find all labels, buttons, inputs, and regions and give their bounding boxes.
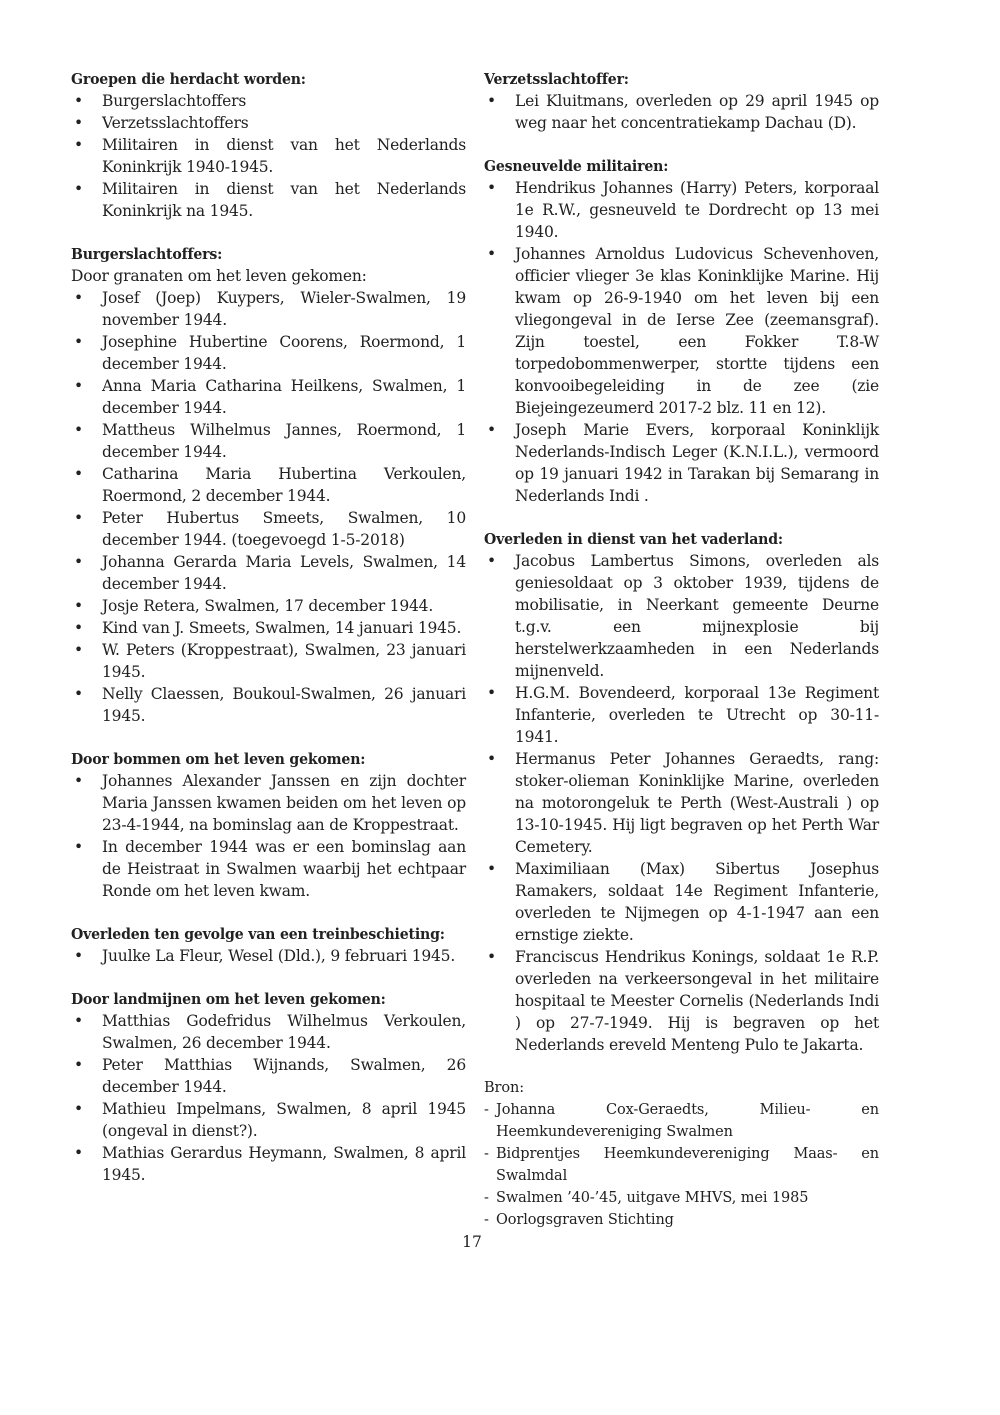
list-item-text: Peter Matthias Wijnands, Swalmen, 26 december 1944. xyxy=(102,1056,466,1096)
list-item xyxy=(484,550,879,682)
list-item-text: Jacobus Lambertus Simons, overleden als geniesoldaat op 3 oktober 1939, tijdens de mobilisatie, in Neerkant gemeente Deurne t.g.v. een mijnexplosie bij herstelwerkzaamheden in een Nederlands mijnenveld. xyxy=(515,552,879,680)
section-verzetsslachtoffer xyxy=(484,68,879,134)
bullet-icon: • xyxy=(487,245,496,263)
list-item xyxy=(71,331,466,375)
bullet-icon: • xyxy=(74,465,83,483)
list-item-text: Maximiliaan (Max) Sibertus Josephus Ramakers, soldaat 14e Regiment Infanterie, overleden te Nijmegen op 4-1-1947 aan een ernstige ziekte. xyxy=(515,860,879,944)
two-column-layout xyxy=(71,68,879,1252)
dash-icon: - xyxy=(484,1146,489,1162)
bullet-icon: • xyxy=(74,553,83,571)
list-item-text: Mathieu Impelmans, Swalmen, 8 april 1945 (ongeval in dienst?). xyxy=(102,1100,466,1140)
section-heading-burgerslachtoffers: Burgerslachtoffers: xyxy=(71,245,223,263)
list-item xyxy=(71,90,466,112)
section-heading-treinbeschieting: Overleden ten gevolge van een treinbeschieting: xyxy=(71,925,445,943)
bullet-icon: • xyxy=(487,92,496,110)
section-burgerslachtoffers xyxy=(71,243,466,727)
list-item xyxy=(71,1142,466,1186)
list-item-text: Juulke La Fleur, Wesel (Dld.), 9 februari 1945. xyxy=(102,947,456,965)
list-item-text: Oorlogsgraven Stichting xyxy=(496,1212,674,1228)
section-treinbeschieting xyxy=(71,923,466,967)
list-item xyxy=(71,551,466,595)
list-item xyxy=(71,287,466,331)
bullet-icon: • xyxy=(487,179,496,197)
section-heading-door-landmijnen: Door landmijnen om het leven gekomen: xyxy=(71,990,386,1008)
section-door-bommen xyxy=(71,748,466,902)
right-column xyxy=(484,68,879,1252)
list-item xyxy=(71,617,466,639)
list-item-text: Johannes Arnoldus Ludovicus Schevenhoven, officier vlieger 3e klas Koninklijke Marine. Hij kwam op 26-9-1940 om het leven bij een vliegongeval in de Ierse Zee (zeemansgraf). Zijn toestel, een Fokker T.8-W torpedobommenwerper, stortte tijdens een konvooibegeleiding in de zee (zie Biejeingezeumerd 2017-2 blz. 11 en 12). xyxy=(515,245,879,417)
list-item xyxy=(484,1187,879,1209)
list-item-text: Hendrikus Johannes (Harry) Peters, korporaal 1e R.W., gesneuveld te Dordrecht op 13 mei 1940. xyxy=(515,179,879,241)
section-door-landmijnen xyxy=(71,988,466,1186)
bullet-icon: • xyxy=(74,597,83,615)
bullet-icon: • xyxy=(74,1144,83,1162)
list-item-text: Kind van J. Smeets, Swalmen, 14 januari 1945. xyxy=(102,619,462,637)
list-item xyxy=(484,946,879,1056)
section-heading-gesneuvelde-militairen: Gesneuvelde militairen: xyxy=(484,157,669,175)
dash-icon: - xyxy=(484,1212,489,1228)
list-item xyxy=(484,243,879,419)
bullet-icon: • xyxy=(74,619,83,637)
list-item-text: Mathias Gerardus Heymann, Swalmen, 8 april 1945. xyxy=(102,1144,466,1184)
section-groepen-die-herdacht-worden xyxy=(71,68,466,222)
list-item-text: Johanna Cox-Geraedts, Milieu- en Heemkundevereniging Swalmen xyxy=(496,1102,879,1140)
list-item xyxy=(71,639,466,683)
list-item-text: Peter Hubertus Smeets, Swalmen, 10 december 1944. (toegevoegd 1-5-2018) xyxy=(102,509,466,549)
list-item xyxy=(71,419,466,463)
list-item xyxy=(71,134,466,178)
list-item xyxy=(71,595,466,617)
bullet-list xyxy=(484,550,879,1056)
bullet-icon: • xyxy=(74,136,83,154)
section-overleden-in-dienst xyxy=(484,528,879,1056)
bullet-icon: • xyxy=(487,421,496,439)
list-item-text: Josje Retera, Swalmen, 17 december 1944. xyxy=(102,597,434,615)
list-item-text: Josephine Hubertine Coorens, Roermond, 1 december 1944. xyxy=(102,333,466,373)
list-item xyxy=(71,112,466,134)
bullet-icon: • xyxy=(487,750,496,768)
bullet-icon: • xyxy=(487,684,496,702)
list-item xyxy=(484,682,879,748)
list-item-text: Franciscus Hendrikus Konings, soldaat 1e R.P. overleden na verkeersongeval in het militaire hospitaal te Meester Cornelis (Nederlands Indi ) op 27-7-1949. Hij is begraven op het Nederlands ereveld Menteng Pulo te Jakarta. xyxy=(515,948,879,1054)
list-item-text: Verzetsslachtoffers xyxy=(102,114,249,132)
bullet-icon: • xyxy=(74,685,83,703)
bullet-icon: • xyxy=(74,838,83,856)
bullet-list xyxy=(71,1010,466,1186)
bullet-icon: • xyxy=(74,641,83,659)
list-item-text: Johannes Alexander Janssen en zijn dochter Maria Janssen kwamen beiden om het leven op 23-4-1944, na bominslag aan de Kroppestraat. xyxy=(102,772,466,834)
list-item-text: Joseph Marie Evers, korporaal Koninklijk Nederlands-Indisch Leger (K.N.I.L.), vermoord op 19 januari 1942 in Tarakan bij Semarang in Nederlands Indi . xyxy=(515,421,879,505)
list-item xyxy=(484,419,879,507)
list-item xyxy=(71,1054,466,1098)
list-item-text: Matthias Godefridus Wilhelmus Verkoulen, Swalmen, 26 december 1944. xyxy=(102,1012,466,1052)
list-item-text: Militairen in dienst van het Nederlands Koninkrijk 1940-1945. xyxy=(102,136,466,176)
section-intro: Door granaten om het leven gekomen: xyxy=(71,267,367,285)
list-item xyxy=(71,770,466,836)
bullet-icon: • xyxy=(74,1056,83,1074)
left-column xyxy=(71,68,466,1252)
list-item-text: Mattheus Wilhelmus Jannes, Roermond, 1 december 1944. xyxy=(102,421,466,461)
bullet-icon: • xyxy=(74,1012,83,1030)
source-list xyxy=(484,1099,879,1231)
bullet-icon: • xyxy=(74,333,83,351)
list-item-text: H.G.M. Bovendeerd, korporaal 13e Regiment Infanterie, overleden te Utrecht op 30-11-1941. xyxy=(515,684,879,746)
bullet-list xyxy=(71,945,466,967)
list-item xyxy=(484,748,879,858)
list-item xyxy=(71,836,466,902)
bullet-icon: • xyxy=(487,552,496,570)
section-gesneuvelde-militairen xyxy=(484,155,879,507)
list-item-text: Burgerslachtoffers xyxy=(102,92,247,110)
list-item-text: Hermanus Peter Johannes Geraedts, rang: stoker-olieman Koninklijke Marine, overleden na motorongeluk te Perth (West-Australi ) op 13-10-1945. Hij ligt begraven op het Perth War Cemetery. xyxy=(515,750,879,856)
list-item xyxy=(484,1209,879,1231)
list-item xyxy=(484,858,879,946)
section-heading-overleden-in-dienst: Overleden in dienst van het vaderland: xyxy=(484,530,783,548)
list-item-text: Johanna Gerarda Maria Levels, Swalmen, 14 december 1944. xyxy=(102,553,466,593)
bullet-list xyxy=(71,770,466,902)
list-item xyxy=(484,1143,879,1187)
bullet-icon: • xyxy=(74,1100,83,1118)
bullet-icon: • xyxy=(74,114,83,132)
list-item xyxy=(71,945,466,967)
dash-icon: - xyxy=(484,1102,489,1118)
bullet-icon: • xyxy=(74,289,83,307)
list-item xyxy=(484,1099,879,1143)
list-item xyxy=(484,90,879,134)
section-bron xyxy=(484,1077,879,1231)
list-item xyxy=(484,177,879,243)
list-item-text: W. Peters (Kroppestraat), Swalmen, 23 januari 1945. xyxy=(102,641,466,681)
bullet-icon: • xyxy=(74,92,83,110)
bullet-icon: • xyxy=(74,509,83,527)
list-item-text: Anna Maria Catharina Heilkens, Swalmen, 1 december 1944. xyxy=(102,377,466,417)
section-heading-door-bommen: Door bommen om het leven gekomen: xyxy=(71,750,366,768)
section-heading-verzetsslachtoffer: Verzetsslachtoffer: xyxy=(484,70,629,88)
bullet-icon: • xyxy=(74,377,83,395)
list-item-text: Nelly Claessen, Boukoul-Swalmen, 26 januari 1945. xyxy=(102,685,466,725)
bullet-icon: • xyxy=(487,948,496,966)
bullet-list xyxy=(71,287,466,727)
list-item xyxy=(71,178,466,222)
list-item xyxy=(71,683,466,727)
bullet-icon: • xyxy=(74,947,83,965)
list-item-text: Josef (Joep) Kuypers, Wieler-Swalmen, 19 november 1944. xyxy=(102,289,466,329)
bullet-list xyxy=(71,90,466,222)
list-item-text: Militairen in dienst van het Nederlands Koninkrijk na 1945. xyxy=(102,180,466,220)
section-heading-groepen-die-herdacht-worden: Groepen die herdacht worden: xyxy=(71,70,306,88)
list-item xyxy=(71,507,466,551)
list-item xyxy=(71,1010,466,1054)
list-item-text: Bidprentjes Heemkundevereniging Maas- en Swalmdal xyxy=(496,1146,879,1184)
bullet-icon: • xyxy=(74,772,83,790)
list-item-text: Lei Kluitmans, overleden op 29 april 1945 op weg naar het concentratiekamp Dachau (D). xyxy=(515,92,879,132)
list-item-text: Swalmen ’40-’45, uitgave MHVS, mei 1985 xyxy=(496,1190,809,1206)
list-item xyxy=(71,375,466,419)
bullet-list xyxy=(484,177,879,507)
list-item xyxy=(71,1098,466,1142)
section-heading-bron: Bron: xyxy=(484,1080,525,1096)
bullet-icon: • xyxy=(487,860,496,878)
page-number: 17 xyxy=(462,1233,482,1251)
dash-icon: - xyxy=(484,1190,489,1206)
bullet-icon: • xyxy=(74,421,83,439)
bullet-icon: • xyxy=(74,180,83,198)
bullet-list xyxy=(484,90,879,134)
list-item-text: In december 1944 was er een bominslag aan de Heistraat in Swalmen waarbij het echtpaar Ronde om het leven kwam. xyxy=(102,838,466,900)
list-item xyxy=(71,463,466,507)
list-item-text: Catharina Maria Hubertina Verkoulen, Roermond, 2 december 1944. xyxy=(102,465,466,505)
